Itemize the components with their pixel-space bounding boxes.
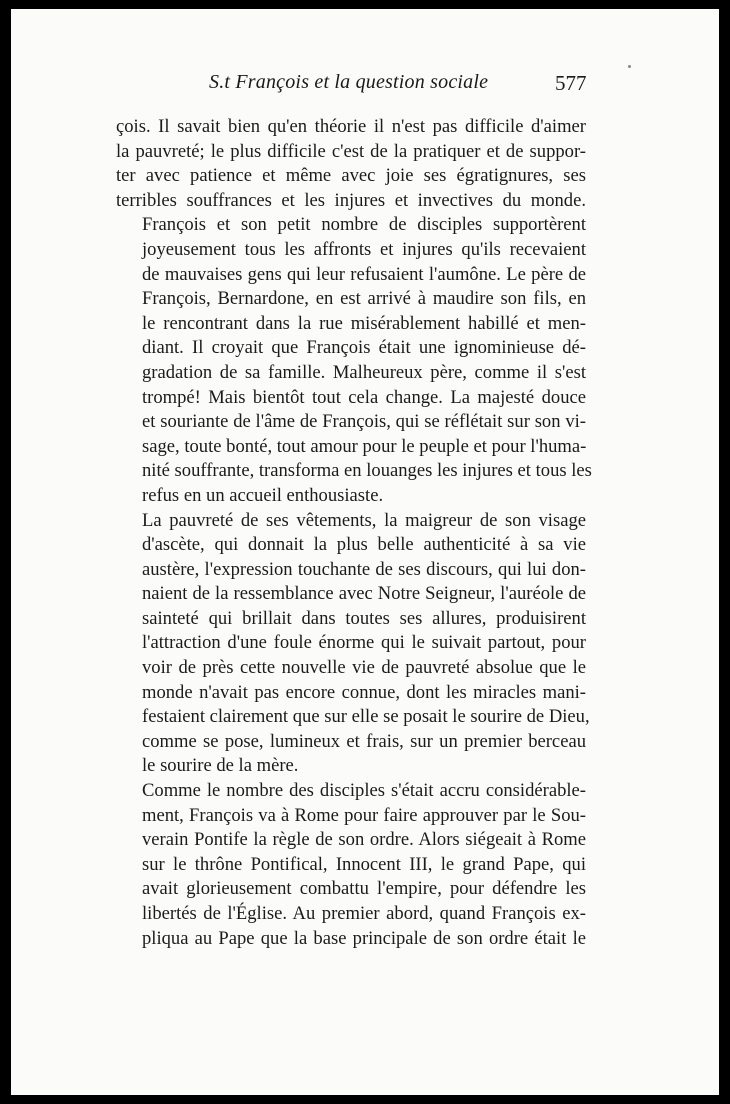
paragraph-1 — [116, 115, 586, 213]
text-line: François, Bernardone, en est arrivé à maudire son fils, en — [142, 288, 586, 310]
text-line: diant. Il croyait que François était une ignominieuse dé- — [142, 337, 586, 359]
text-line: terribles souffrances et les injures et invectives du monde. — [116, 189, 586, 211]
paragraph-4 — [116, 779, 586, 951]
text-line: ter avec patience et même avec joie ses égratignures, ses — [116, 165, 586, 187]
text-line: avait glorieusement combattu l'empire, pour défendre les — [142, 878, 586, 900]
text-line: libertés de l'Église. Au premier abord, quand François ex- — [142, 903, 586, 924]
text-line: sage, toute bonté, tout amour pour le peuple et pour l'huma- — [142, 435, 587, 457]
text-line: comme se pose, lumineux et frais, sur un premier berceau — [142, 730, 586, 752]
text-line: trompé! Mais bientôt tout cela change. La majesté douce — [142, 386, 586, 408]
body-text — [116, 115, 592, 951]
text-line: sainteté qui brillait dans toutes ses allures, produisirent — [142, 607, 586, 629]
text-line: refus en un accueil enthousiaste. — [142, 484, 384, 506]
text-line: Comme le nombre des disciples s'était accru considérable- — [142, 780, 586, 802]
running-header — [11, 71, 719, 101]
page-number: 577 — [555, 71, 587, 95]
text-line: le sourire de la mère. — [142, 755, 299, 777]
text-line: verain Pontife la règle de son ordre. Alors siégeait à Rome — [142, 829, 586, 851]
paragraph-3 — [116, 509, 590, 780]
text-line: pliqua au Pape que la base principale de son ordre était le — [142, 927, 586, 949]
print-speck — [628, 65, 631, 68]
text-line: ment, François va à Rome pour faire approuver par le Sou- — [142, 804, 586, 826]
text-line: nité souffrante, transforma en louanges les injures et tous les — [142, 460, 592, 482]
text-line: festaient clairement que sur elle se posait le sourire de Dieu, — [142, 706, 590, 728]
text-line: çois. Il savait bien qu'en théorie il n'est pas difficile d'aimer — [116, 116, 586, 137]
text-line: austère, l'expression touchante de ses discours, qui lui don- — [142, 558, 586, 580]
text-line: de mauvaises gens qui leur refusaient l'aumône. Le père de — [142, 263, 586, 285]
text-line: sur le thrône Pontifical, Innocent III, le grand Pape, qui — [142, 853, 586, 875]
text-line: le rencontrant dans la rue misérablement habillé et men- — [142, 312, 586, 334]
text-line: la pauvreté; le plus difficile c'est de la pratiquer et de suppor- — [116, 140, 586, 162]
text-line: La pauvreté de ses vêtements, la maigreur de son visage — [142, 509, 586, 531]
book-page — [11, 9, 719, 1095]
text-line: et souriante de l'âme de François, qui se réflétait sur son vi- — [142, 411, 586, 433]
text-line: naient de la ressemblance avec Notre Seigneur, l'auréole de — [142, 583, 586, 605]
text-line: d'ascète, qui donnait la plus belle authenticité à sa vie — [142, 534, 586, 556]
text-line: gradation de sa famille. Malheureux père, comme il s'est — [142, 361, 586, 383]
paragraph-2 — [116, 213, 592, 508]
text-line: François et son petit nombre de disciples supportèrent — [142, 214, 586, 236]
text-line: joyeusement tous les affronts et injures qu'ils recevaient — [142, 238, 586, 260]
text-line: monde n'avait pas encore connue, dont les miracles mani- — [142, 681, 586, 703]
text-line: l'attraction d'une foule énorme qui le suivait partout, pour — [142, 632, 586, 654]
running-title: S.t François et la question sociale — [209, 71, 489, 93]
text-line: voir de près cette nouvelle vie de pauvreté absolue que le — [142, 657, 586, 679]
